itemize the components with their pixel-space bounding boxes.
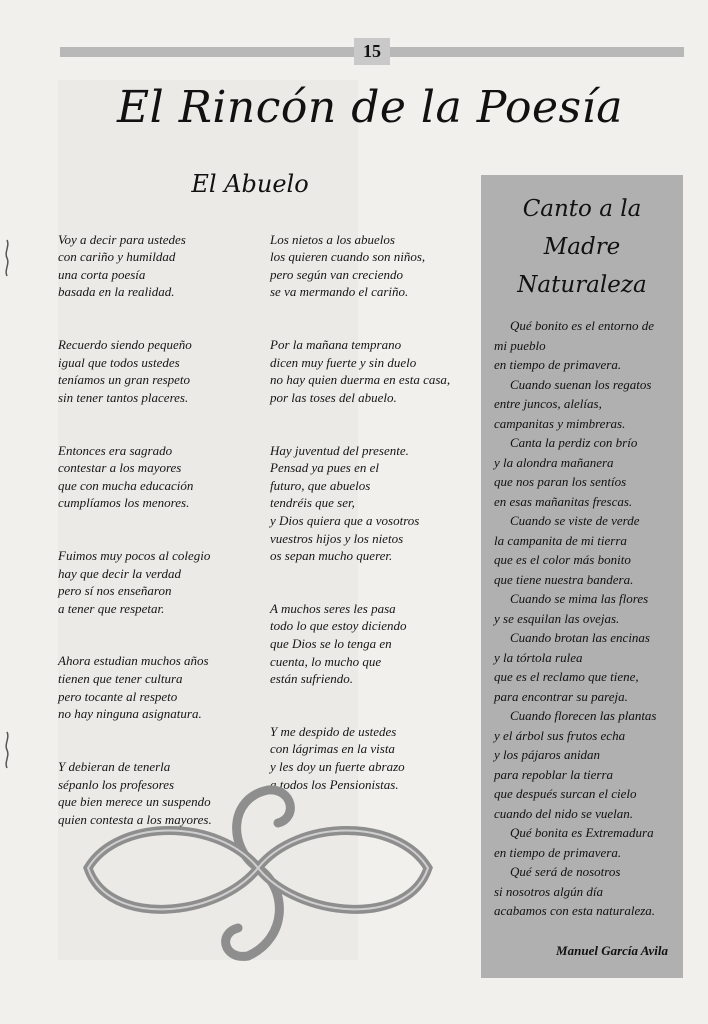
stanza: Ahora estudian muchos años tienen que tener cultura pero tocante al respeto no hay ninguna asignatura. <box>58 653 209 722</box>
stanza: Los nietos a los abuelos los quieren cuando son niños, pero según van creciendo se va mermando el cariño. <box>270 231 426 300</box>
verse-line: cuando del nido se vuelan. <box>494 805 633 821</box>
verse-line: en tiempo de primavera. <box>494 357 622 372</box>
verse-line: Cuando florecen las plantas <box>510 708 657 723</box>
stanza: Recuerdo siendo pequeño igual que todos ustedes teníamos un gran respeto sin tener tantos placeres. <box>58 337 192 405</box>
verse-line: que es el reclamo que tiene, <box>494 669 639 684</box>
poem-column-middle <box>270 213 480 828</box>
stanza: Entonces era sagrado contestar a los mayores que con mucha educación cumplíamos los menores. <box>58 442 194 511</box>
verse-line: Cuando se mima las flores <box>510 591 649 606</box>
verse-line: y se esquilan las ovejas. <box>494 610 620 626</box>
verse-line: Cuando brotan las encinas <box>510 630 650 645</box>
verse-line: la campanita de mi tierra <box>494 532 627 548</box>
page-number: 15 <box>354 38 390 65</box>
verse-line: entre juncos, alelías, <box>494 396 602 411</box>
verse-line: si nosotros algún día <box>494 883 603 899</box>
ribbon-ornament-icon <box>78 778 438 978</box>
poem-title-canto <box>481 190 683 304</box>
section-title: El Rincón de la Poesía <box>117 82 623 133</box>
verse-line: acabamos con esta naturaleza. <box>494 903 656 918</box>
stanza: Por la mañana temprano dicen muy fuerte y sin duelo no hay quien duerma en esta casa, por las toses del abuelo. <box>270 337 451 405</box>
stanza: Voy a decir para ustedes con cariño y humildad una corta poesía basada en la realidad. <box>58 231 186 300</box>
title-line: Naturaleza <box>517 272 647 298</box>
poem-canto-text <box>494 316 678 921</box>
binding-staple-icon <box>3 238 11 278</box>
verse-line: para encontrar su pareja. <box>494 688 628 704</box>
verse-line: Qué bonita es Extremadura <box>510 825 654 840</box>
verse-line: y el árbol sus frutos echa <box>494 727 626 743</box>
verse-line: Qué bonito es el entorno de <box>510 318 655 333</box>
stanza: Hay juventud del presente. Pensad ya pues en el futuro, que abuelos tendréis que ser, y Dios quiera que a vosotros vuestros hijos y los nietos os sepan mucho querer. <box>270 442 420 564</box>
verse-line: y la tórtola rulea <box>494 649 583 665</box>
verse-line: y los pájaros anidan <box>494 747 601 762</box>
verse-line: y la alondra mañanera <box>494 454 614 470</box>
verse-line: que nos paran los sentíos <box>494 474 627 489</box>
title-line: Madre <box>543 234 621 260</box>
verse-line: en esas mañanitas frescas. <box>494 493 633 509</box>
verse-line: Qué será de nosotros <box>510 864 621 879</box>
verse-line: que es el color más bonito <box>494 552 631 567</box>
binding-staple-icon <box>3 730 11 770</box>
verse-line: Cuando suenan los regatos <box>510 376 652 392</box>
verse-line: que tiene nuestra bandera. <box>494 571 634 587</box>
verse-line: para repoblar la tierra <box>494 766 614 782</box>
verse-line: Canta la perdiz con brío <box>510 435 638 450</box>
stanza: Y me despido de ustedes con lágrimas en la vista y les doy un fuerte abrazo a todos los Pensionistas. <box>270 723 405 792</box>
author-signature: Manuel García Avila <box>556 943 668 958</box>
title-line: Canto a la <box>522 196 642 222</box>
poem-title-el-abuelo: El Abuelo <box>191 170 309 198</box>
verse-line: campanitas y mimbreras. <box>494 415 626 431</box>
stanza: Fuimos muy pocos al colegio hay que decir la verdad pero sí nos enseñaron a tener que respetar. <box>58 548 211 616</box>
poem-column-left <box>58 213 263 863</box>
verse-line: en tiempo de primavera. <box>494 844 622 860</box>
verse-line: que después surcan el cielo <box>494 786 637 801</box>
verse-line: Cuando se viste de verde <box>510 513 640 528</box>
stanza: Y debieran de tenerla sépanlo los profesores que bien merece un suspendo quien contesta a los mayores. <box>58 758 212 827</box>
stanza: A muchos seres les pasa todo lo que estoy diciendo que Dios se lo tenga en cuenta, lo mucho que están sufriendo. <box>270 600 407 687</box>
verse-line: mi pueblo <box>494 337 546 353</box>
